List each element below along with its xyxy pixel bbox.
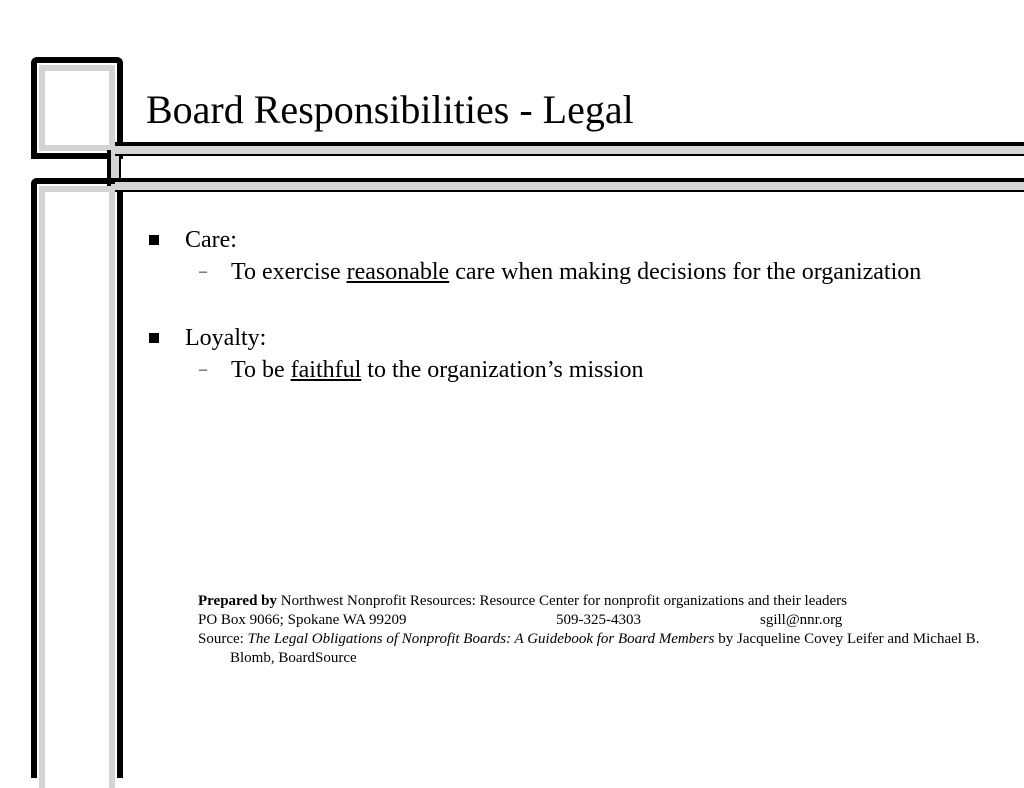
decorative-frame-bottom	[31, 178, 123, 778]
contact-line	[198, 611, 998, 630]
square-bullet-icon	[149, 333, 159, 343]
source-label: Source:	[198, 631, 248, 647]
bullet-item-care	[146, 224, 966, 256]
square-bullet-icon	[149, 235, 159, 245]
sub-bullet-loyalty	[146, 356, 966, 384]
sub-bullet-emphasis: reasonable	[346, 259, 450, 285]
sub-bullet-care	[146, 258, 966, 286]
dash-bullet-icon: –	[199, 361, 207, 378]
email-text: sgill@nnr.org	[760, 612, 843, 628]
bullet-label: Loyalty:	[185, 325, 267, 351]
decorative-frame-top	[31, 57, 123, 159]
prepared-by-label: Prepared by	[198, 593, 278, 609]
sub-bullet-text-after: to the organization’s mission	[361, 357, 644, 383]
sub-bullet-text-after: care when making decisions for the organization	[449, 259, 922, 285]
slide-title: Board Responsibilities - Legal	[146, 87, 634, 132]
bullet-list	[146, 224, 966, 384]
footer-credits	[198, 592, 998, 668]
prepared-by-text: Northwest Nonprofit Resources: Resource Center for nonprofit organizations and their leaders	[277, 593, 848, 609]
content-top-bar	[115, 178, 1024, 192]
source-line	[198, 630, 998, 668]
phone-text: 509-325-4303	[556, 612, 641, 628]
sub-bullet-text-before: To be	[231, 357, 291, 383]
bullet-label: Care:	[185, 227, 237, 253]
dash-bullet-icon: –	[199, 263, 207, 280]
sub-bullet-emphasis: faithful	[290, 357, 362, 383]
prepared-by-line	[198, 592, 998, 611]
source-rest: by Jacqueline Covey Leifer and Michael B. Blomb, BoardSource	[230, 631, 980, 666]
address-text: PO Box 9066; Spokane WA 99209	[198, 612, 407, 628]
sub-bullet-text-before: To exercise	[231, 259, 347, 285]
bullet-item-loyalty	[146, 322, 966, 354]
source-title: The Legal Obligations of Nonprofit Boards: A Guidebook for Board Members	[247, 631, 715, 647]
title-underline-bar	[115, 142, 1024, 156]
